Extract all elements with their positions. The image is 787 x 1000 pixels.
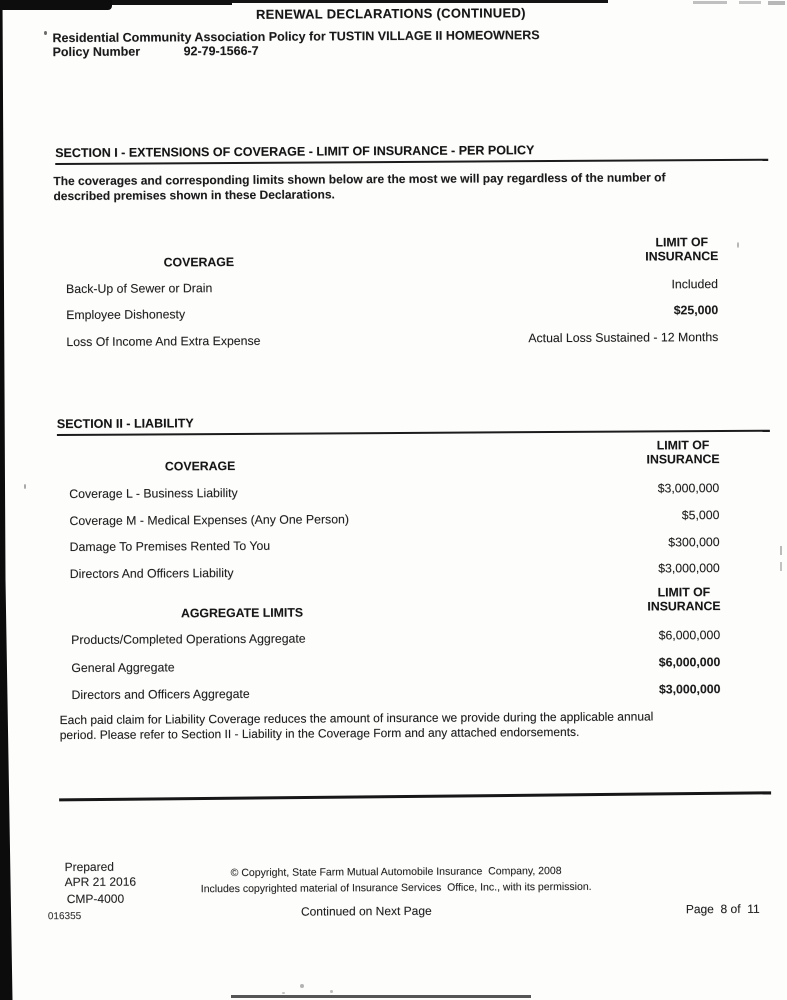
limit-of-line: LIMIT OF bbox=[656, 438, 710, 453]
aggregate-limit-column-header bbox=[611, 586, 757, 614]
coverage-label: General Aggregate bbox=[71, 660, 175, 675]
limit-value: $3,000,000 bbox=[658, 561, 720, 576]
copyright-line-2: Includes copyrighted material of Insurance Services Office, Inc., with its permission. bbox=[200, 880, 592, 896]
coverage-label: Back-Up of Sewer or Drain bbox=[65, 281, 213, 296]
limit-of-line: LIMIT OF bbox=[657, 585, 711, 600]
coverage-label: Loss Of Income And Extra Expense bbox=[66, 333, 261, 349]
coverage-label: Employee Dishonesty bbox=[66, 307, 186, 322]
section2-coverage-column-header: COVERAGE bbox=[164, 458, 236, 474]
section1-limit-column-header bbox=[609, 236, 755, 264]
limit-value: Actual Loss Sustained - 12 Months bbox=[528, 330, 719, 346]
policy-description: Residential Community Association Policy for TUSTIN VILLAGE II HOMEOWNERS bbox=[52, 28, 540, 46]
coverage-label: Coverage M - Medical Expenses (Any One Person) bbox=[69, 512, 350, 528]
limit-value: Included bbox=[671, 277, 719, 292]
coverage-label: Products/Completed Operations Aggregate bbox=[71, 631, 306, 647]
page-number: Page 8 of 11 bbox=[685, 901, 760, 917]
copyright-line-1: © Copyright, State Farm Mutual Automobile Insurance Company, 2008 bbox=[230, 864, 562, 880]
liability-note: Each paid claim for Liability Coverage reduces the amount of insurance we provide during the applicable annual period. Please refer to Section II - Liability in the Coverage Form and any attached endorsements. bbox=[59, 709, 654, 742]
prepared-label: Prepared bbox=[64, 859, 114, 875]
section2-limit-column-header bbox=[610, 439, 756, 467]
section1-intro: The coverages and corresponding limits shown below are the most we will pay regardless of the number of described premises shown in these Declarations. bbox=[53, 170, 666, 204]
doc-code: 016355 bbox=[47, 910, 82, 923]
section1-heading bbox=[55, 142, 768, 165]
policy-number-label: Policy Number bbox=[52, 44, 141, 60]
prepared-date: APR 21 2016 bbox=[64, 874, 137, 890]
coverage-label: Damage To Premises Rented To You bbox=[69, 538, 271, 554]
limit-value: $5,000 bbox=[681, 508, 720, 523]
limit-value: $6,000,000 bbox=[658, 628, 721, 643]
aggregate-limits-header: AGGREGATE LIMITS bbox=[180, 605, 304, 621]
coverage-label: Directors And Officers Liability bbox=[69, 565, 234, 581]
continued-on-next-page: Continued on Next Page bbox=[300, 903, 432, 919]
limit-of-line: LIMIT OF bbox=[655, 235, 709, 250]
limit-value: $3,000,000 bbox=[658, 682, 721, 697]
page-title: RENEWAL DECLARATIONS (CONTINUED) bbox=[255, 5, 526, 22]
section1-heading-text: SECTION I - EXTENSIONS OF COVERAGE - LIMIT OF INSURANCE - PER POLICY bbox=[55, 143, 535, 161]
limit-value: $25,000 bbox=[673, 303, 719, 318]
policy-number-value: 92-79-1566-7 bbox=[183, 43, 259, 59]
limit-value: $3,000,000 bbox=[657, 481, 720, 496]
insurance-line: INSURANCE bbox=[645, 248, 719, 263]
limit-value: $6,000,000 bbox=[658, 655, 721, 670]
section2-heading-text: SECTION II - LIABILITY bbox=[56, 416, 194, 432]
insurance-line: INSURANCE bbox=[646, 451, 720, 466]
section1-coverage-column-header: COVERAGE bbox=[163, 254, 235, 270]
limit-value: $300,000 bbox=[668, 535, 720, 550]
insurance-line: INSURANCE bbox=[647, 598, 721, 613]
section2-heading bbox=[57, 413, 770, 436]
coverage-label: Coverage L - Business Liability bbox=[69, 485, 238, 501]
coverage-label: Directors and Officers Aggregate bbox=[71, 686, 250, 702]
horizontal-rule bbox=[59, 791, 771, 801]
form-code: CMP-4000 bbox=[66, 891, 125, 907]
